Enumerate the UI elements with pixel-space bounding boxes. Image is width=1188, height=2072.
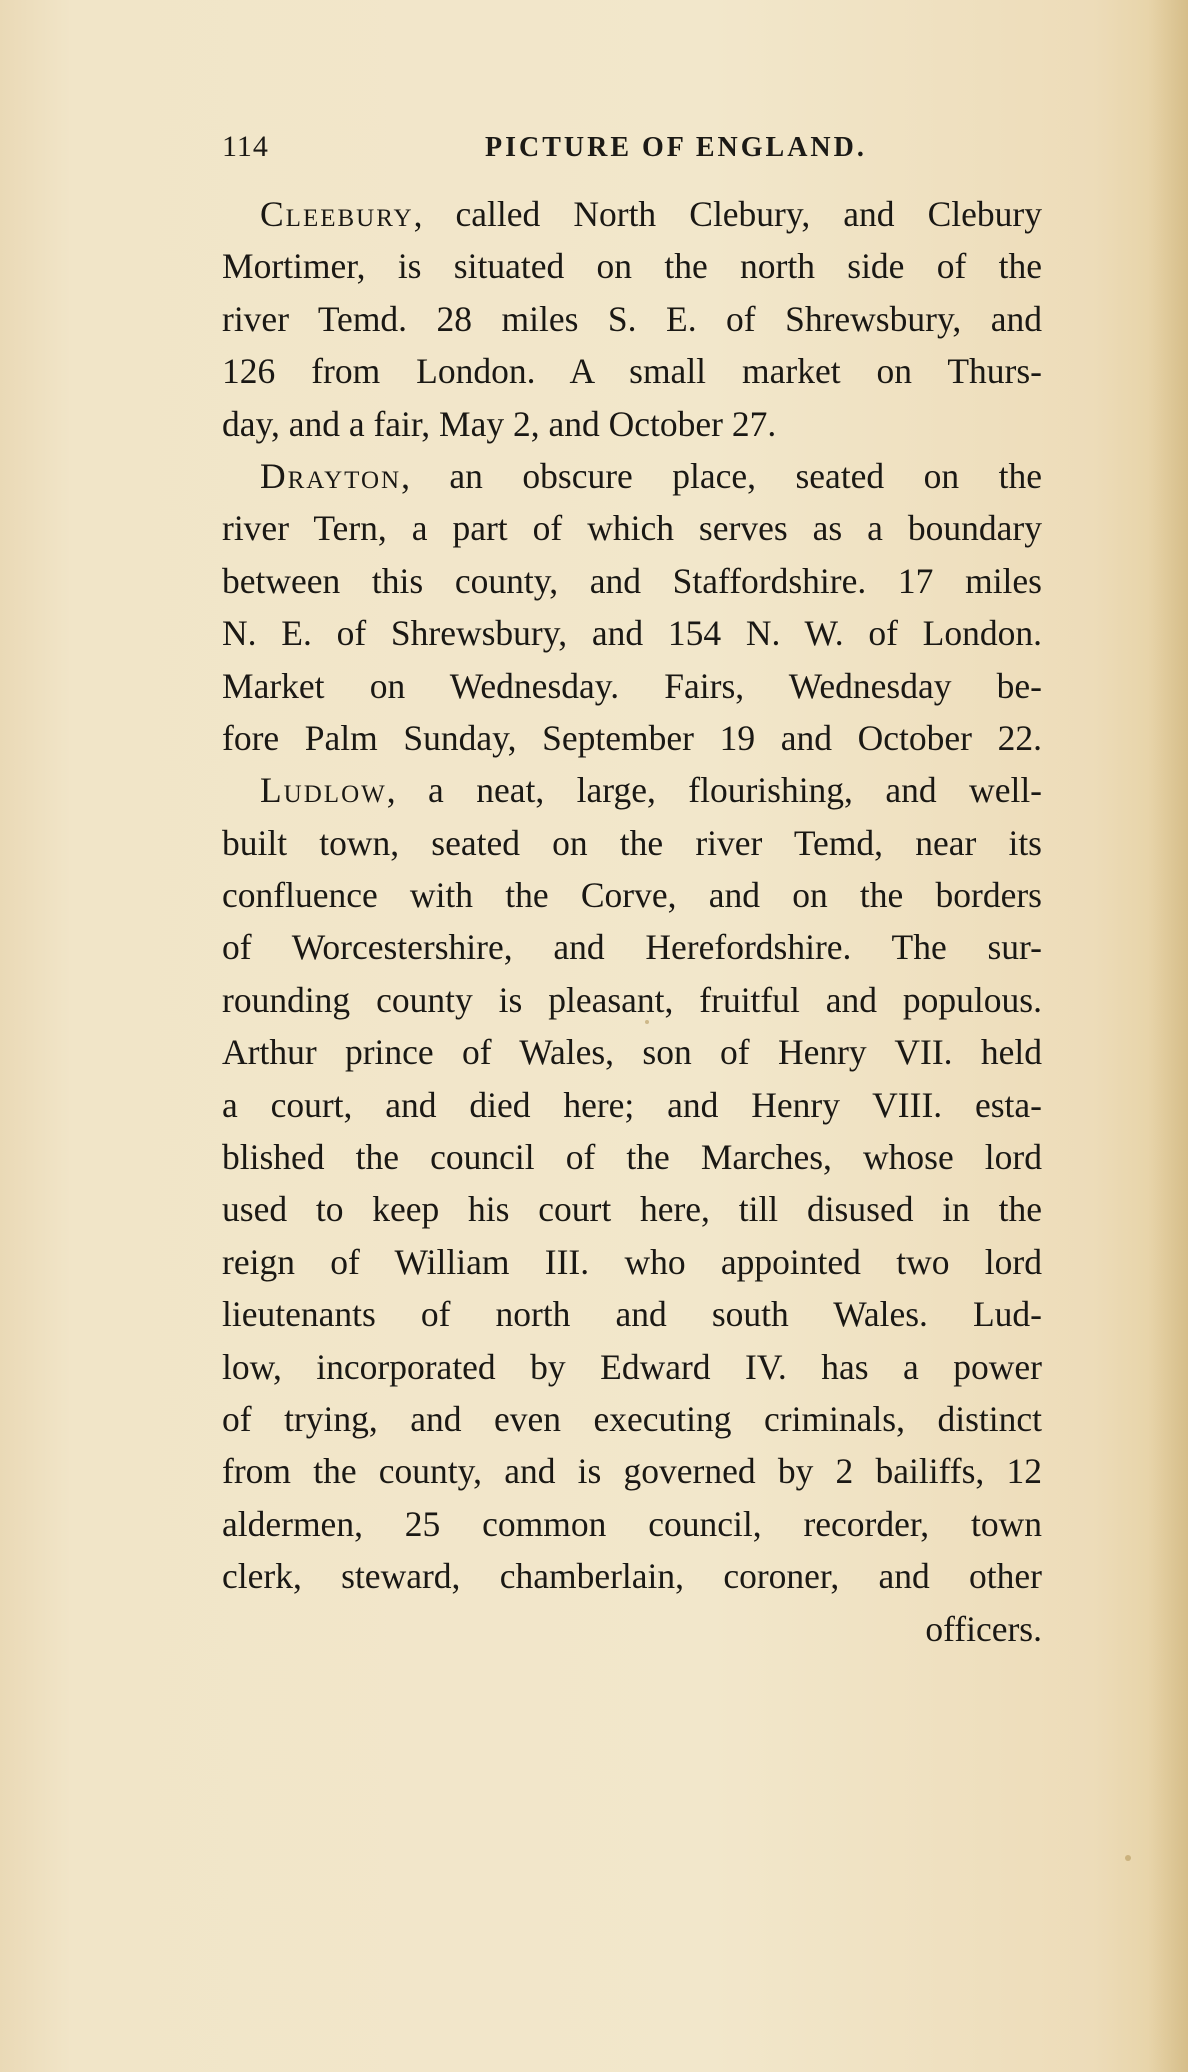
text-line: blished the council of the Marches, whose lord [222,1137,1042,1178]
paper-speck [645,1020,649,1024]
text-line: of Worcestershire, and Herefordshire. The sur- [222,927,1042,968]
text-line: Cleebury, called North Clebury, and Clebury [260,194,1042,234]
text-line: from the county, and is governed by 2 bailiffs, 12 [222,1451,1042,1492]
text-line: clerk, steward, chamberlain, coroner, and other [222,1556,1042,1597]
text-line: fore Palm Sunday, September 19 and October 22. [222,717,1042,758]
text-line: Arthur prince of Wales, son of Henry VII. held [222,1032,1042,1073]
text-line: between this county, and Staffordshire. 17 miles [222,560,1042,601]
text-line: of trying, and even executing criminals, distinct [222,1398,1042,1439]
text-line: Drayton, an obscure place, seated on the [260,455,1042,496]
text-line: river Tern, a part of which serves as a boundary [222,508,1042,549]
text-line: river Temd. 28 miles S. E. of Shrewsbury, and [222,298,1042,339]
text-line: a court, and died here; and Henry VIII. esta- [222,1084,1042,1125]
text-line: 126 from London. A small market on Thurs- [222,351,1042,392]
text-line: reign of William III. who appointed two lord [222,1241,1042,1282]
text-line: confluence with the Corve, and on the borders [222,875,1042,916]
text-line: used to keep his court here, till disused in the [222,1189,1042,1230]
text-line: N. E. of Shrewsbury, and 154 N. W. of London. [222,613,1042,654]
text-line: built town, seated on the river Temd, near its [222,822,1042,863]
text-line: rounding county is pleasant, fruitful and populous. [222,979,1042,1020]
running-head: PICTURE OF ENGLAND. [485,132,867,163]
text-line: aldermen, 25 common council, recorder, town [222,1503,1042,1544]
text-line: officers. [925,1608,1042,1649]
text-line: Market on Wednesday. Fairs, Wednesday be- [222,665,1042,706]
page-edge-shading [1148,0,1188,2072]
text-line: Mortimer, is situated on the north side of the [222,246,1042,287]
entry-name: Ludlow [260,770,387,811]
entry-name: Cleebury [260,194,414,234]
page-header [222,130,1042,170]
entry-name: Drayton [260,455,402,496]
text-line: lieutenants of north and south Wales. Lud- [222,1294,1042,1335]
page-number: 114 [222,130,269,163]
text-line: Ludlow, a neat, large, flourishing, and well- [260,770,1042,811]
text-line: day, and a fair, May 2, and October 27. [222,403,777,444]
body-text [222,188,1042,1655]
paper-speck [1125,1855,1131,1861]
text-line: low, incorporated by Edward IV. has a power [222,1346,1042,1387]
